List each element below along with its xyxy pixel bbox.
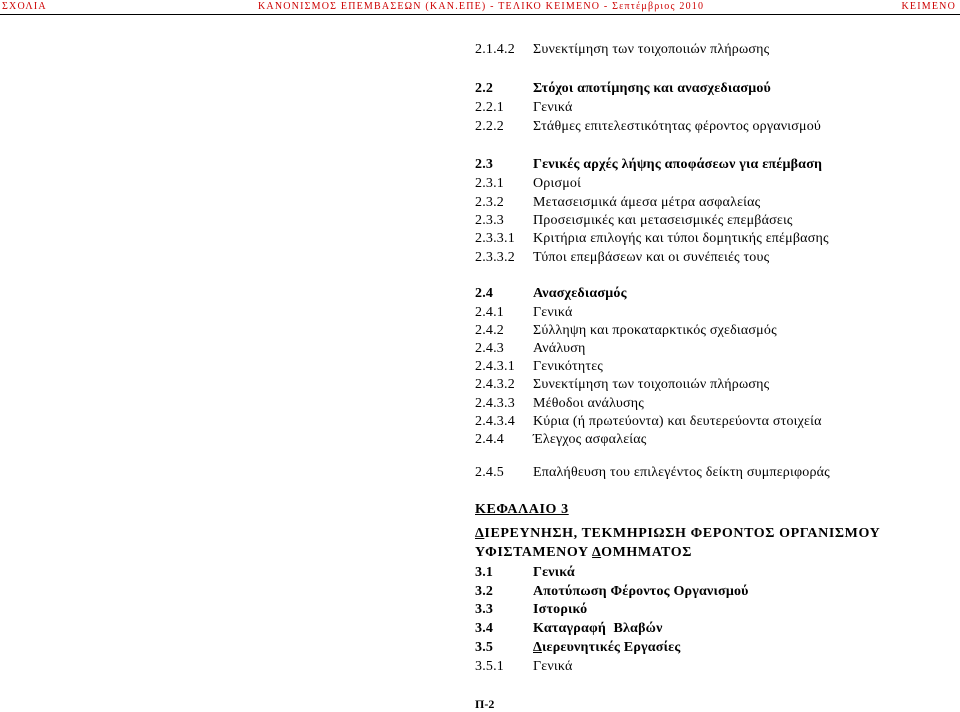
- toc-entry-number: 2.2: [475, 81, 494, 96]
- page-header: [0, 0, 960, 15]
- chapter-label-text: ΚΕΦΑΛΑΙΟ 3: [475, 502, 569, 517]
- page-number: Π-2: [475, 697, 495, 711]
- toc-entry-number: 2.1.4.2: [475, 42, 515, 57]
- chapter-title-line-2: [475, 543, 692, 562]
- toc-entry-number: 2.2.2: [475, 119, 504, 134]
- toc-entry-number: 2.3.3.1: [475, 231, 515, 246]
- toc-entry-title: Μετασεισμικά άμεσα μέτρα ασφαλείας: [533, 195, 761, 210]
- chapter-label: [475, 500, 569, 519]
- chapter-title-initial: Δ: [475, 526, 485, 541]
- toc-entry-title: Συνεκτίμηση των τοιχοποιιών πλήρωσης: [533, 42, 770, 57]
- header-center-text: ΚΑΝΟΝΙΣΜΟΣ ΕΠΕΜΒΑΣΕΩΝ (ΚΑΝ.ΕΠΕ) - ΤΕΛΙΚΟ ΚΕΙΜΕΝΟ - Σεπτέμβριος 2010: [258, 1, 705, 12]
- toc-entry-title: Ιστορικό: [533, 602, 588, 617]
- toc-entry-number: 2.2.1: [475, 100, 504, 115]
- toc-entry-number: 3.5.1: [475, 659, 504, 674]
- toc-entry-number: 2.4.5: [475, 465, 504, 480]
- toc-entry-title: Έλεγχος ασφαλείας: [533, 432, 647, 447]
- toc-entry-title: Ανάλυση: [533, 341, 586, 356]
- toc-entry-number: 2.4.1: [475, 305, 504, 320]
- toc-entry-number: 2.4.2: [475, 323, 504, 338]
- toc-entry-number: 2.3.3: [475, 213, 504, 228]
- toc-entry-title: Γενικά: [533, 305, 573, 320]
- toc-entry-number: 3.1: [475, 565, 494, 580]
- toc-entry-number: 2.4.3.4: [475, 414, 515, 429]
- toc-entry-title: Γενικότητες: [533, 359, 604, 374]
- toc-entry-title: Αποτύπωση Φέροντος Οργανισμού: [533, 584, 749, 599]
- toc-entry-title: Γενικά: [533, 100, 573, 115]
- toc-entry-number: 2.3.2: [475, 195, 504, 210]
- toc-entry-title: Τύποι επεμβάσεων και οι συνέπειές τους: [533, 250, 770, 265]
- toc-entry-title: Ανασχεδιασμός: [533, 286, 627, 301]
- header-left-text: ΣΧΟΛΙΑ: [2, 1, 47, 12]
- toc-entry-number: 2.4: [475, 286, 494, 301]
- toc-entry-title: Κριτήρια επιλογής και τύποι δομητικής επέμβασης: [533, 231, 829, 246]
- chapter-title-initial: Δ: [592, 545, 602, 560]
- chapter-title-text: ΙΕΡΕΥΝΗΣΗ, ΤΕΚΜΗΡΙΩΣΗ ΦΕΡΟΝΤΟΣ ΟΡΓΑΝΙΣΜΟΥ: [484, 526, 881, 541]
- toc-entry-title: Προσεισμικές και μετασεισμικές επεμβάσεις: [533, 213, 793, 228]
- toc-entry-number: 2.3.1: [475, 176, 504, 191]
- toc-entry-number: 3.4: [475, 621, 494, 636]
- toc-entry-title: Κύρια (ή πρωτεύοντα) και δευτερεύοντα στοιχεία: [533, 414, 822, 429]
- toc-entry-title: Γενικά: [533, 565, 575, 580]
- toc-entry-number: 3.3: [475, 602, 494, 617]
- toc-entry-title: [533, 638, 680, 657]
- toc-entry-number: 3.2: [475, 584, 494, 599]
- chapter-title-text: ΥΦΙΣΤΑΜΕΝΟΥ: [475, 545, 593, 560]
- toc-entry-title: Μέθοδοι ανάλυσης: [533, 396, 644, 411]
- toc-entry-number: 2.3.3.2: [475, 250, 515, 265]
- toc-entry-title: Γενικά: [533, 659, 573, 674]
- toc-entry-title: Στόχοι αποτίμησης και ανασχεδιασμού: [533, 81, 772, 96]
- toc-entry-number: 3.5: [475, 640, 494, 655]
- toc-entry-title: Επαλήθευση του επιλεγέντος δείκτη συμπεριφοράς: [533, 465, 830, 480]
- toc-entry-title: Γενικές αρχές λήψης αποφάσεων για επέμβαση: [533, 157, 823, 172]
- toc-entry-number: 2.4.4: [475, 432, 504, 447]
- toc-entry-number: 2.4.3.3: [475, 396, 515, 411]
- chapter-title-text: ΟΜΗΜΑΤΟΣ: [601, 545, 692, 560]
- toc-title-rest: ιερευνητικές Εργασίες: [541, 640, 681, 655]
- chapter-title-line-1: [475, 524, 880, 543]
- toc-entry-title: Ορισμοί: [533, 176, 582, 191]
- toc-entry-number: 2.3: [475, 157, 494, 172]
- toc-entry-title: Στάθμες επιτελεστικότητας φέροντος οργανισμού: [533, 119, 822, 134]
- toc-entry-number: 2.4.3: [475, 341, 504, 356]
- toc-entry-number: 2.4.3.1: [475, 359, 515, 374]
- header-right-text: ΚΕΙΜΕΝΟ: [901, 1, 956, 12]
- toc-entry-title: Καταγραφή Βλαβών: [533, 621, 663, 636]
- toc-entry-number: 2.4.3.2: [475, 377, 515, 392]
- toc-title-initial: Δ: [533, 640, 542, 655]
- toc-entry-title: Συνεκτίμηση των τοιχοποιιών πλήρωσης: [533, 377, 770, 392]
- toc-entry-title: Σύλληψη και προκαταρκτικός σχεδιασμός: [533, 323, 777, 338]
